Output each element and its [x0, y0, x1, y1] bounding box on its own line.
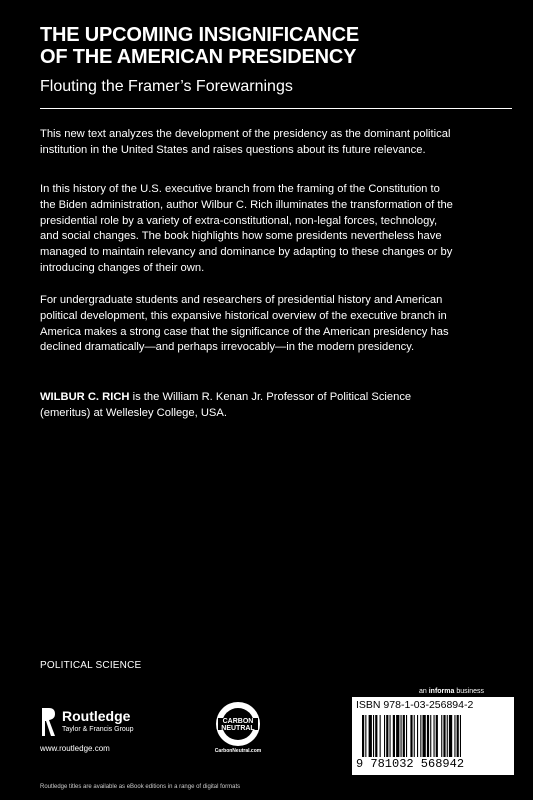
- informa-brand: informa: [428, 688, 455, 695]
- barcode-bar: [423, 715, 426, 757]
- blurb-line: declined dramatically—and perhaps irrevocably—in the modern presidency.: [40, 341, 415, 354]
- carbon-neutral-logo: [210, 698, 266, 754]
- publisher-group: Taylor & Francis Group: [62, 726, 134, 733]
- subject-category: POLITICAL SCIENCE: [40, 660, 142, 671]
- barcode-bar: [403, 715, 405, 757]
- barcode-bar: [375, 715, 377, 757]
- title-line-1: THE UPCOMING INSIGNIFICANCE: [40, 24, 360, 46]
- title-line-2: OF THE AMERICAN PRESIDENCY: [40, 46, 357, 68]
- barcode-bar: [443, 715, 445, 757]
- blurb-line: America makes a strong case that the significance of the American presidency has: [40, 325, 449, 338]
- barcode-bars: [356, 715, 510, 757]
- blurb-line: the Biden administration, author Wilbur C. Rich illuminates the transformation of the: [40, 198, 453, 211]
- blurb-line: introducing changes of their own.: [40, 261, 205, 274]
- svg-text:NEUTRAL: NEUTRAL: [221, 725, 255, 732]
- blurb-line: and social changes. The book highlights how some presidents nevertheless have: [40, 230, 442, 243]
- publisher-url[interactable]: www.routledge.com: [40, 744, 110, 753]
- barcode-bar: [427, 715, 429, 757]
- barcode-bar: [436, 715, 438, 757]
- barcode-bar: [414, 715, 415, 757]
- blurb-line: managed to maintain relevancy and dominance by adapting to these changes or by: [40, 246, 453, 259]
- barcode-bar: [396, 715, 399, 757]
- barcode-bar: [380, 715, 381, 757]
- barcode-bar: [441, 715, 442, 757]
- barcode-bar: [393, 715, 395, 757]
- routledge-r-icon: [40, 706, 58, 740]
- blurb-line: In this history of the U.S. executive branch from the framing of the Constitution to: [40, 183, 440, 195]
- barcode-bar: [454, 715, 455, 757]
- blurb-line: political development, this expansive historical overview of the executive branch in: [40, 309, 447, 322]
- routledge-logo: [40, 706, 170, 756]
- blurb-paragraph-3: [40, 293, 516, 356]
- blurb-line: This new text analyzes the development of the presidency as the dominant political: [40, 128, 451, 140]
- barcode-bar: [417, 715, 418, 757]
- title-divider: [40, 108, 512, 109]
- barcode-bar: [434, 715, 435, 757]
- barcode-bar: [373, 715, 374, 757]
- isbn-barcode: [352, 697, 514, 775]
- author-bio-line-1: is the William R. Kenan Jr. Professor of Political Science: [129, 391, 412, 403]
- blurb-paragraph-2: [40, 182, 516, 277]
- barcode-bar: [365, 715, 366, 757]
- barcode-bar: [369, 715, 372, 757]
- barcode-bar: [449, 715, 452, 757]
- barcode-bar: [460, 715, 461, 757]
- ebook-footer-note: Routledge titles are available as eBook editions in a range of digital formats: [40, 784, 241, 790]
- barcode-bar: [362, 715, 364, 757]
- barcode-bar: [430, 715, 431, 757]
- blurb-line: For undergraduate students and researchers of presidential history and American: [40, 294, 443, 306]
- book-subtitle: Flouting the Framer’s Forewarnings: [40, 78, 293, 95]
- book-title: [40, 24, 510, 68]
- barcode-bar: [410, 715, 412, 757]
- barcode-digits: 9 781032 568942: [356, 757, 465, 771]
- barcode-bar: [457, 715, 459, 757]
- publisher-name: Routledge: [62, 708, 131, 724]
- informa-tagline: an informa business: [419, 688, 484, 695]
- barcode-bar: [401, 715, 402, 757]
- barcode-bar: [386, 715, 388, 757]
- author-name: WILBUR C. RICH: [40, 391, 130, 403]
- svg-text:CARBON: CARBON: [222, 718, 254, 725]
- author-bio-line-2: (emeritus) at Wellesley College, USA.: [40, 406, 227, 419]
- blurb-line: presidential role by a variety of extra-constitutional, non-legal forces, technology,: [40, 214, 438, 227]
- barcode-bar: [420, 715, 421, 757]
- isbn-label: ISBN 978-1-03-256894-2: [356, 699, 474, 711]
- barcode-bar: [384, 715, 385, 757]
- barcode-bar: [447, 715, 448, 757]
- blurb-line: institution in the United States and raises questions about its future relevance.: [40, 143, 426, 156]
- barcode-bar: [390, 715, 391, 757]
- barcode-bar: [406, 715, 407, 757]
- blurb-paragraph-1: [40, 127, 516, 159]
- carbon-neutral-label: CarbonNeutral.com: [214, 748, 262, 754]
- author-bio: [40, 390, 516, 422]
